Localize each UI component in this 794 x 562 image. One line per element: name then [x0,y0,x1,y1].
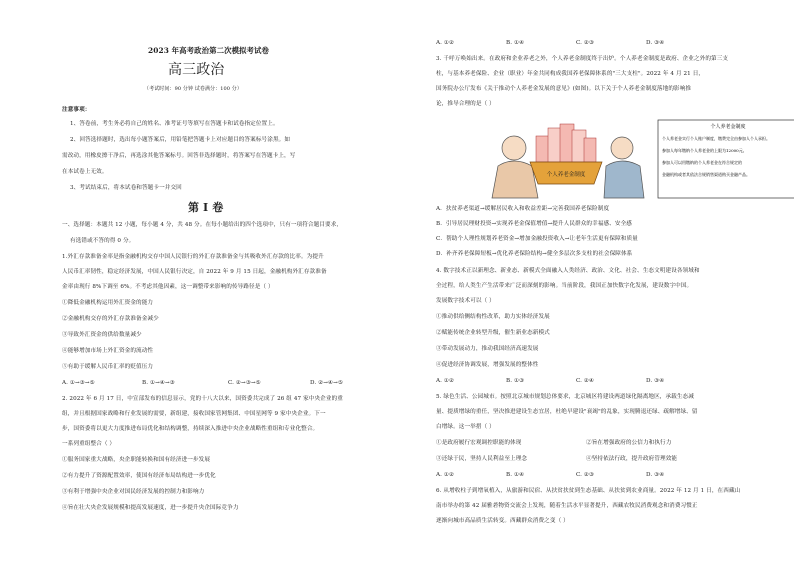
question-1-text: 金率由现行 8%下调至 6%。不考虑其他因素，这一调整带来影响的传导路径是（ ） [62,284,274,290]
question-1-option-b[interactable]: B. ①→④→③ [142,380,175,386]
question-3-option-c[interactable]: C．帮助个人理性规划养老资金→增加金融投资收入→让老年生活更有保障和质量 [436,236,638,242]
question-5-text: 白增绿。这一举措（ ） [436,424,495,430]
notes-line: 3、考试结束后，将本试卷和答题卡一并交回 [70,185,182,191]
question-4-text: 4. 数字技术正以新理念、新业态、新模式全面融入人类经济、政治、文化、社会、生态文明建设各领域和 [436,268,700,274]
question-5-item: ②旨在增强政府的公信力和执行力 [586,440,672,446]
notes-heading: 注意事项： [62,107,91,113]
question-1-item: ③导致外汇资金的供给数量减少 [62,332,142,338]
question-2-option-b[interactable]: B. ①④ [506,40,525,46]
question-2-item: ①服务国家重大战略，央企职能转换和国有经济进一步发展 [62,457,211,463]
question-3-text: 柱，与基本养老保险、企业（职业）年金共同构成我国养老保障体系的"三大支柱"。2022 年 4 月 21 日， [436,71,705,77]
right-column-lower [404,0,794,562]
question-1-text: 人民币汇率韧性，稳定经济发展，中国人民银行决定，自 2022 年 9 月 15 日起，金融机构外汇存款准备 [62,269,327,275]
question-2-item: ②有力提升了资源配置效率，使国有经济布局结构进一步优化 [62,473,216,479]
section-intro: 一、选择题：本题共 12 小题，每小题 4 分，共 48 分。在每小题给出的四个选项中，只有一项符合题目要求， [62,222,343,228]
question-1-text: 1.外汇存款准备金率是指金融机构交存中国人民银行的外汇存款准备金与其吸收外汇存款的比率。为提升 [62,254,324,260]
question-2-item: ④旨在壮大央企发展规模和提高发展速度，进一步提升央企国际竞争力 [62,505,239,511]
question-5-item: ④坚持依法行政，提升政府管理效能 [586,456,678,462]
question-5-item: ③还绿于民，坚持人民利益至上理念 [436,456,528,462]
section-intro: 有选错或不答的得 0 分。 [70,238,135,244]
question-1-item: ④能够增加市场上外汇资金的流动性 [62,348,154,354]
question-6-text: 6. 从增收柱子到增氧植入，从旅游和民宿、从扶贫扶贫到生态基础、从扶贫到农业商量。2022 年 12 月 1 日，在西藏山 [436,488,741,494]
question-5-text: 量、提质增绿的重任，坚决推进建设生态宜居，杜绝早建设"衰竭"的乱象，实现腾退还绿、疏解增绿、留 [436,409,698,415]
question-2-text: 组，并且根据国家战略和行业发展的需要，新组建，接收国家管网集团、中国星网等 9 家中央企业。下一 [62,411,326,417]
question-1-option-a[interactable]: A. ①→③→⑤ [62,380,95,386]
question-5-option-b[interactable]: B. ①④ [506,472,525,478]
question-4-option-a[interactable]: A. ①② [436,378,455,384]
note-caption: 个人养老金制度 [710,124,746,130]
exam-title: 2023 年高考政治第二次模拟考试卷 [148,46,270,55]
question-1-item: ⑤有助于缓解人民币汇率的贬值压力 [62,364,154,370]
question-2-item: ③有利于增强中央企业对国民经济发展的控制力和影响力 [62,489,205,495]
question-5-option-a[interactable]: A. ①② [436,472,455,478]
question-2-text: 一系列重组整合（ ） [62,441,116,447]
notes-line: 2、回答选择题时，选出每小题答案后，用铅笔把答题卡上对应题目的答案标号涂黑。如 [70,137,291,143]
question-2-option-c[interactable]: C. ②③ [576,40,595,46]
question-4-option-c[interactable]: C. ②④ [576,378,595,384]
exam-meta: （考试时间：90 分钟 试卷满分：100 分） [144,86,242,92]
note-line: 金融机构或者其依法合规销售渠道购买金融产品。 [662,172,750,177]
basket-label: 个人养老金制度 [546,172,586,178]
question-4-option-d[interactable]: D. ③④ [646,378,665,384]
question-4-item: ③带动发展动力，推动我国经济高速发展 [436,346,539,352]
question-3-option-b[interactable]: B．引导居民理财投资→实现养老金保值增值→提升人民群众的幸福感、安全感 [436,221,632,227]
question-5-item: ①是政府履行宏观调控职能的体现 [436,440,522,446]
question-1-option-c[interactable]: C. ②→③→⑤ [228,380,261,386]
subject-title: 高三政治 [168,62,225,78]
question-5-option-c[interactable]: C. ②③ [576,472,595,478]
question-6-text: 南市举办的第 42 届雅砻物资交流会上发现，随着生活水平显著提升，西藏农牧民消费观念和消费习惯正 [436,503,698,509]
note-line: 参加人可以用缴纳的个人养老金在符合规定的 [662,160,742,165]
question-6-text: 逐渐向城市高品质生活转变。西藏群众消费之变（ ） [436,518,569,524]
question-4-item: ④促进经济协调发展，增强发展的整体性 [436,362,539,368]
question-1-item: ①降低金融机构运用外汇资金的能力 [62,300,154,306]
question-3-option-d[interactable]: D．补齐养老保障短板→优化养老保险结构→健全多层次多支柱的社会保障体系 [436,251,633,257]
question-4-option-b[interactable]: B. ①③ [506,378,525,384]
question-3-text: 论，推导合理的是（ ） [436,101,495,107]
notes-line: 需改动，用橡皮擦干净后，再选涂其他答案标号。回答非选择题时，将答案写在答题卡上，写 [62,153,296,159]
notes-line: 在本试卷上无效。 [62,169,108,175]
note-line: 个人养老金实行个人账户制度，缴费完全由参加人个人承担。 [662,136,770,141]
question-4-text: 发展数字技术可以（ ） [436,298,495,304]
question-4-item: ①推动供给侧结构性改革，助力实体经济发展 [436,314,550,320]
question-5-option-d[interactable]: D. ③④ [646,472,665,478]
section-title: 第 I 卷 [188,201,224,214]
question-3-text: 国务院办公厅发布《关于推动个人养老金发展的意见》(如图)。以下关于个人养老金制度落地的影响推 [436,86,692,92]
question-5-text: 5. 绿色生活、公园城市。按照北京城市规划总体要求，北京城区将建设两道绿化隔离地区，承载生态减 [436,394,694,400]
question-2-text: 2. 2022 年 6 月 17 日，中宣部发布的信息显示，党的十八大以来，国资委共完成了 26 组 47 家中央企业的重 [62,396,343,402]
question-1-option-d[interactable]: D. ②→④→⑤ [310,380,344,386]
question-4-text: 全过程，给人类生产生活带来广泛而深刻的影响。当前阶段，我国正加快数字化发展，建设数字中国。 [436,283,693,289]
notes-line: 1、答卷前，考生务必将自己的姓名、准考证号等填写在答题卡和试卷指定位置上。 [70,121,279,127]
note-line: 参加人每年缴纳个人养老金的上限为12000元。 [662,148,747,153]
question-2-option-d[interactable]: D. ③④ [646,40,665,46]
question-2-option-a[interactable]: A. ①② [436,40,455,46]
question-3-option-a[interactable]: A．扶贫养老渠道→缓解居民收入和收益差距→完善我国养老保险制度 [436,206,610,212]
question-1-item: ②金融机构交存的外汇存款准备金减少 [62,316,159,322]
question-4-item: ②赋能传统企业转型升级，催生新业态新模式 [436,330,550,336]
question-3-text: 3. 千呼万唤始出来。在政府和企业养老之外，个人养老金制度终于出炉。个人养老金制度是政府、企业之外的第三支 [436,56,729,62]
question-2-text: 步，国资委将以更大力度推进布局优化和结构调整，持续深入推进中央企业战略性重组和专业化整合。 [62,426,319,432]
